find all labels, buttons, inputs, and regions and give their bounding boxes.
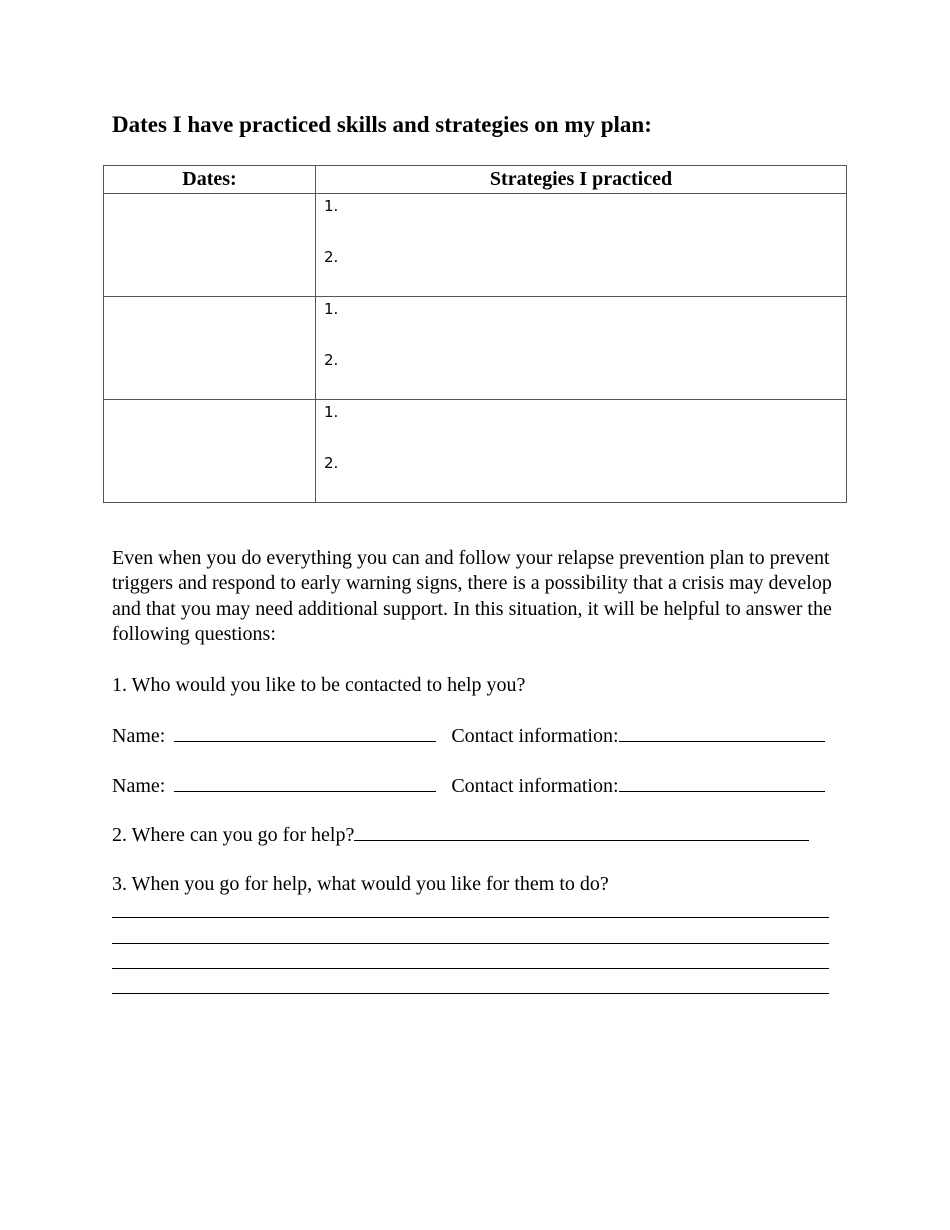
contact-field[interactable] [619,723,825,742]
date-cell[interactable] [104,194,316,297]
name-label: Name: [112,775,166,797]
contact-label: Contact information: [451,775,619,797]
answer-line-2[interactable] [112,943,829,944]
answer-line-3[interactable] [112,968,829,969]
answer-line-4[interactable] [112,993,829,994]
answer-line-1[interactable] [112,917,829,918]
strategy-item-1: 1. [324,403,339,421]
practice-table [103,165,847,503]
table-row [104,400,847,503]
dates-header: Dates: [104,166,316,194]
contact-label: Contact information: [451,725,619,747]
strategy-item-2: 2. [324,248,339,266]
page-heading: Dates I have practiced skills and strategies on my plan: [112,112,652,137]
table-header-row [104,166,847,194]
intro-paragraph: Even when you do everything you can and follow your relapse prevention plan to prevent triggers and respond to early warning signs, there is a possibility that a crisis may develop and that you may need additional support. In this situation, it will be helpful to answer the following questions: [112,547,832,645]
strategies-cell[interactable] [316,400,847,503]
name-field[interactable] [174,723,436,742]
name-field[interactable] [174,773,436,792]
strategy-item-1: 1. [324,197,339,215]
strategy-item-2: 2. [324,454,339,472]
contact-field[interactable] [619,773,825,792]
strategy-item-2: 2. [324,351,339,369]
name-label: Name: [112,725,166,747]
strategies-header: Strategies I practiced [316,166,847,194]
table-row [104,194,847,297]
question-3: 3. When you go for help, what would you like for them to do? [112,873,609,895]
date-cell[interactable] [104,400,316,503]
question-2-row [112,822,809,847]
table-row [104,297,847,400]
strategies-cell[interactable] [316,194,847,297]
question-2: 2. Where can you go for help? [112,824,355,846]
contact-row-1 [112,723,825,748]
strategies-cell[interactable] [316,297,847,400]
strategy-item-1: 1. [324,300,339,318]
contact-row-2 [112,773,825,798]
question-1: 1. Who would you like to be contacted to help you? [112,674,526,696]
date-cell[interactable] [104,297,316,400]
help-location-field[interactable] [354,822,809,841]
